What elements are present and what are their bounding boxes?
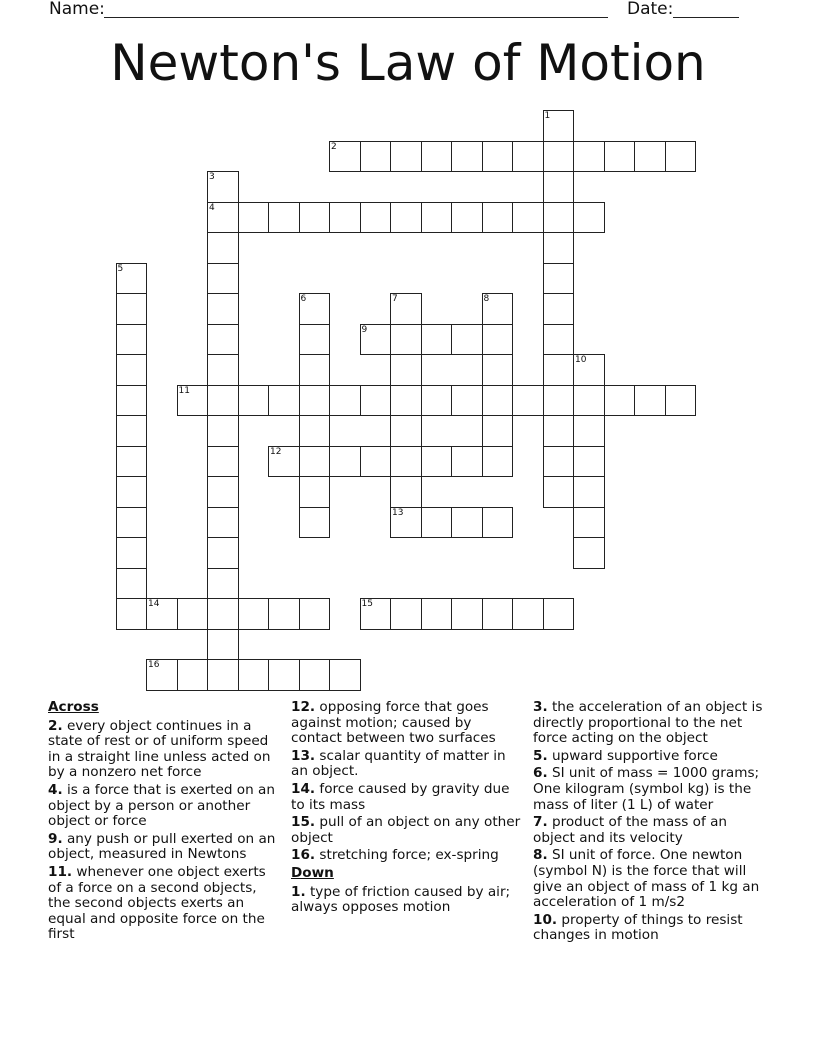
- crossword-cell[interactable]: [207, 598, 239, 630]
- crossword-cell[interactable]: [207, 171, 239, 203]
- clue-item: [291, 700, 523, 747]
- crossword-cell[interactable]: [543, 385, 575, 417]
- crossword-cell[interactable]: [543, 263, 575, 295]
- crossword-cell[interactable]: [268, 202, 300, 234]
- crossword-cell[interactable]: [207, 507, 239, 539]
- crossword-cell[interactable]: [451, 507, 483, 539]
- clue-number-label: 12: [270, 446, 282, 457]
- crossword-cell[interactable]: [421, 446, 453, 478]
- crossword-cell[interactable]: [299, 354, 331, 386]
- clue-text: SI unit of force. One newton (symbol N) is the force that will give an object of mass of 1 kg an acceleration of 1 m/s2: [533, 847, 760, 911]
- clue-number-label: 14: [148, 599, 160, 609]
- clue-number: 15.: [291, 814, 316, 831]
- crossword-cell[interactable]: [482, 141, 514, 173]
- crossword-cell[interactable]: [543, 202, 575, 234]
- crossword-cell[interactable]: [360, 598, 392, 630]
- crossword-cell[interactable]: [360, 141, 392, 173]
- crossword-cell[interactable]: [573, 537, 605, 569]
- clue-text: opposing force that goes against motion; caused by contact between two surfaces: [291, 699, 496, 747]
- crossword-cell[interactable]: [390, 507, 422, 539]
- clue-text: property of things to resist changes in motion: [533, 911, 743, 944]
- clue-item: [48, 783, 280, 830]
- clue-number: 6.: [533, 765, 548, 782]
- crossword-cell[interactable]: [451, 385, 483, 417]
- crossword-cell[interactable]: [299, 598, 331, 630]
- crossword-cell[interactable]: [238, 598, 270, 630]
- crossword-cell[interactable]: [299, 385, 331, 417]
- clue-text: product of the mass of an object and its velocity: [533, 814, 728, 846]
- crossword-cell[interactable]: [207, 537, 239, 569]
- across-clues-part2: [291, 700, 523, 864]
- clue-item: [48, 865, 280, 943]
- crossword-cell[interactable]: [116, 415, 148, 447]
- clue-number: 14.: [291, 780, 316, 797]
- crossword-cell[interactable]: [299, 202, 331, 234]
- crossword-cell[interactable]: [329, 141, 361, 173]
- clue-number-label: 7: [392, 294, 398, 304]
- crossword-cell[interactable]: [573, 354, 605, 386]
- clue-item: [533, 848, 768, 910]
- crossword-cell[interactable]: [116, 537, 148, 569]
- crossword-cell[interactable]: [390, 476, 422, 508]
- crossword-cell[interactable]: [482, 507, 514, 539]
- down-clues-part2: [533, 700, 768, 944]
- down-heading: Down: [291, 864, 334, 881]
- clue-text: scalar quantity of matter in an object.: [291, 747, 506, 780]
- crossword-cell[interactable]: [207, 385, 239, 417]
- crossword-cell[interactable]: [390, 354, 422, 386]
- crossword-cell[interactable]: [573, 385, 605, 417]
- clue-number-label: 1: [544, 111, 551, 121]
- clue-number-label: 16: [148, 660, 160, 670]
- crossword-cell[interactable]: [207, 629, 239, 661]
- crossword-cell[interactable]: [360, 324, 392, 356]
- crossword-cell[interactable]: [634, 385, 666, 417]
- clue-number-label: 4: [209, 202, 215, 213]
- crossword-cell[interactable]: [512, 141, 544, 173]
- crossword-cell[interactable]: [634, 141, 666, 173]
- crossword-cell[interactable]: [543, 446, 575, 478]
- crossword-cell[interactable]: [207, 232, 239, 264]
- crossword-cell[interactable]: [207, 415, 239, 447]
- crossword-cell[interactable]: [390, 415, 422, 447]
- crossword-cell[interactable]: [268, 659, 300, 691]
- crossword-cell[interactable]: [207, 568, 239, 600]
- clue-number: 7.: [533, 814, 548, 831]
- crossword-cell[interactable]: [177, 385, 209, 417]
- crossword-cell[interactable]: [299, 415, 331, 447]
- clue-number-label: 9: [361, 324, 368, 335]
- crossword-cell[interactable]: [543, 141, 575, 173]
- clue-number-label: 6: [300, 294, 307, 304]
- clue-number-label: 15: [361, 599, 373, 609]
- crossword-cell[interactable]: [573, 446, 605, 478]
- crossword-cell[interactable]: [390, 293, 422, 325]
- crossword-cell[interactable]: [329, 446, 361, 478]
- crossword-cell[interactable]: [573, 507, 605, 539]
- crossword-cell[interactable]: [177, 659, 209, 691]
- crossword-cell[interactable]: [421, 507, 453, 539]
- crossword-cell[interactable]: [421, 385, 453, 417]
- crossword-cell[interactable]: [390, 324, 422, 356]
- crossword-cell[interactable]: [329, 385, 361, 417]
- clue-item: [48, 832, 280, 863]
- crossword-cell[interactable]: [421, 598, 453, 630]
- crossword-cell[interactable]: [360, 385, 392, 417]
- crossword-cell[interactable]: [116, 507, 148, 539]
- clue-number-label: 8: [483, 294, 490, 304]
- crossword-cell[interactable]: [482, 354, 514, 386]
- crossword-cell[interactable]: [451, 141, 483, 173]
- clue-number: 13.: [291, 747, 316, 764]
- clue-list: [0, 700, 816, 1040]
- crossword-cell[interactable]: [207, 202, 239, 234]
- clue-number: 12.: [291, 699, 316, 715]
- crossword-cell[interactable]: [482, 324, 514, 356]
- crossword-cell[interactable]: [482, 446, 514, 478]
- crossword-cell[interactable]: [573, 415, 605, 447]
- clue-number: 2.: [48, 717, 63, 734]
- crossword-cell[interactable]: [146, 659, 178, 691]
- clue-item: [533, 749, 768, 765]
- crossword-cell[interactable]: [268, 385, 300, 417]
- clue-number: 16.: [291, 847, 316, 864]
- clue-text: stretching force; ex-spring: [315, 847, 499, 864]
- crossword-cell[interactable]: [390, 385, 422, 417]
- crossword-cell[interactable]: [512, 385, 544, 417]
- clue-number: 10.: [533, 911, 558, 928]
- clue-text: is a force that is exerted on an object by a person or another object or force: [48, 781, 275, 830]
- crossword-cell[interactable]: [207, 659, 239, 691]
- crossword-cell[interactable]: [512, 598, 544, 630]
- clue-text: the acceleration of an object is directly proportional to the net force acting on the object: [533, 699, 763, 747]
- clue-number-label: 5: [117, 263, 124, 274]
- crossword-cell[interactable]: [482, 598, 514, 630]
- crossword-cell[interactable]: [573, 476, 605, 508]
- crossword-cell[interactable]: [543, 415, 575, 447]
- crossword-cell[interactable]: [238, 659, 270, 691]
- crossword-cell[interactable]: [573, 202, 605, 234]
- down-clues-part1: [291, 885, 523, 916]
- clue-item: [291, 848, 523, 864]
- clue-item: [291, 815, 523, 846]
- crossword-cell[interactable]: [421, 202, 453, 234]
- crossword-cell[interactable]: [299, 507, 331, 539]
- clue-column-1: [48, 700, 280, 945]
- crossword-cell[interactable]: [116, 263, 148, 295]
- crossword-cell[interactable]: [329, 202, 361, 234]
- crossword-cell[interactable]: [116, 446, 148, 478]
- crossword-cell[interactable]: [482, 293, 514, 325]
- crossword-cell[interactable]: [299, 446, 331, 478]
- clue-number-label: 10: [575, 355, 587, 365]
- crossword-cell[interactable]: [482, 385, 514, 417]
- crossword-cell[interactable]: [116, 354, 148, 386]
- crossword-cell[interactable]: [177, 598, 209, 630]
- page-title: Newton's Law of Motion: [110, 34, 706, 92]
- clue-column-3: [533, 700, 768, 946]
- clue-number: 3.: [533, 699, 548, 715]
- crossword-cell[interactable]: [451, 202, 483, 234]
- crossword-cell[interactable]: [665, 141, 697, 173]
- crossword-cell[interactable]: [116, 568, 148, 600]
- crossword-cell[interactable]: [116, 385, 148, 417]
- crossword-cell[interactable]: [390, 446, 422, 478]
- crossword-cell[interactable]: [543, 354, 575, 386]
- clue-text: type of friction caused by air; always opposes motion: [291, 883, 511, 916]
- clue-item: [533, 913, 768, 944]
- clue-number: 5.: [533, 747, 548, 764]
- crossword-cell[interactable]: [299, 293, 331, 325]
- crossword-cell[interactable]: [604, 385, 636, 417]
- clue-text: upward supportive force: [547, 747, 718, 764]
- crossword-cell[interactable]: [451, 446, 483, 478]
- crossword-cell[interactable]: [512, 202, 544, 234]
- crossword-cell[interactable]: [390, 202, 422, 234]
- crossword-cell[interactable]: [543, 476, 575, 508]
- crossword-cell[interactable]: [421, 324, 453, 356]
- clue-number-label: 2: [331, 141, 337, 152]
- clue-number-label: 13: [392, 507, 404, 518]
- crossword-cell[interactable]: [207, 446, 239, 478]
- crossword-cell[interactable]: [390, 141, 422, 173]
- crossword-cell[interactable]: [451, 598, 483, 630]
- crossword-cell[interactable]: [116, 476, 148, 508]
- clue-item: [291, 782, 523, 813]
- clue-item: [533, 700, 768, 747]
- crossword-cell[interactable]: [207, 263, 239, 295]
- crossword-cell[interactable]: [116, 293, 148, 325]
- clue-item: [291, 885, 523, 916]
- crossword-cell[interactable]: [390, 598, 422, 630]
- crossword-cell[interactable]: [543, 110, 575, 142]
- crossword-cell[interactable]: [116, 598, 148, 630]
- crossword-cell[interactable]: [482, 415, 514, 447]
- clue-text: whenever one object exerts of a force on a second objects, the second objects exerts an equal and opposite force on the first: [48, 863, 266, 943]
- crossword-cell[interactable]: [573, 141, 605, 173]
- clue-number: 11.: [48, 863, 73, 880]
- crossword-cell[interactable]: [268, 446, 300, 478]
- crossword-cell[interactable]: [665, 385, 697, 417]
- crossword-cell[interactable]: [543, 232, 575, 264]
- clue-number-label: 11: [178, 385, 190, 396]
- clue-text: any push or pull exerted on an object, measured in Newtons: [48, 830, 276, 863]
- across-heading: Across: [48, 699, 99, 715]
- crossword-cell[interactable]: [207, 476, 239, 508]
- clue-text: SI unit of mass = 1000 grams; One kilogram (symbol kg) is the mass of liter (1 L) of water: [533, 765, 760, 813]
- clue-number-label: 3: [209, 172, 215, 182]
- crossword-cell[interactable]: [543, 293, 575, 325]
- crossword-cell[interactable]: [207, 324, 239, 356]
- crossword-cell[interactable]: [238, 385, 270, 417]
- crossword-cell[interactable]: [329, 659, 361, 691]
- crossword-cell[interactable]: [299, 659, 331, 691]
- clue-item: [533, 815, 768, 846]
- crossword-cell[interactable]: [268, 598, 300, 630]
- clue-number: 4.: [48, 781, 63, 798]
- clue-number: 1.: [291, 883, 306, 900]
- crossword-cell[interactable]: [299, 324, 331, 356]
- crossword-cell[interactable]: [451, 324, 483, 356]
- clue-item: [291, 749, 523, 780]
- clue-column-2: [291, 700, 523, 918]
- name-label: Name:: [49, 0, 105, 19]
- clue-number: 8.: [533, 847, 548, 864]
- crossword-cell[interactable]: [207, 354, 239, 386]
- crossword-cell[interactable]: [207, 293, 239, 325]
- crossword-cell[interactable]: [360, 446, 392, 478]
- crossword-cell[interactable]: [146, 598, 178, 630]
- crossword-cell[interactable]: [116, 324, 148, 356]
- clue-text: every object continues in a state of rest or of uniform speed in a straight line unless acted on by a nonzero net force: [48, 717, 271, 781]
- crossword-cell[interactable]: [360, 202, 392, 234]
- crossword-cell[interactable]: [604, 141, 636, 173]
- crossword-cell[interactable]: [543, 171, 575, 203]
- clue-text: pull of an object on any other object: [291, 814, 521, 846]
- crossword-cell[interactable]: [421, 141, 453, 173]
- clue-number: 9.: [48, 830, 63, 847]
- clue-text: force caused by gravity due to its mass: [291, 780, 510, 813]
- clue-item: [48, 719, 280, 781]
- across-clues-part1: [48, 719, 280, 943]
- crossword-cell[interactable]: [543, 324, 575, 356]
- crossword-cell[interactable]: [543, 598, 575, 630]
- crossword-cell[interactable]: [238, 202, 270, 234]
- date-label: Date:: [627, 0, 674, 19]
- crossword-cell[interactable]: [299, 476, 331, 508]
- crossword-cell[interactable]: [482, 202, 514, 234]
- clue-item: [533, 766, 768, 813]
